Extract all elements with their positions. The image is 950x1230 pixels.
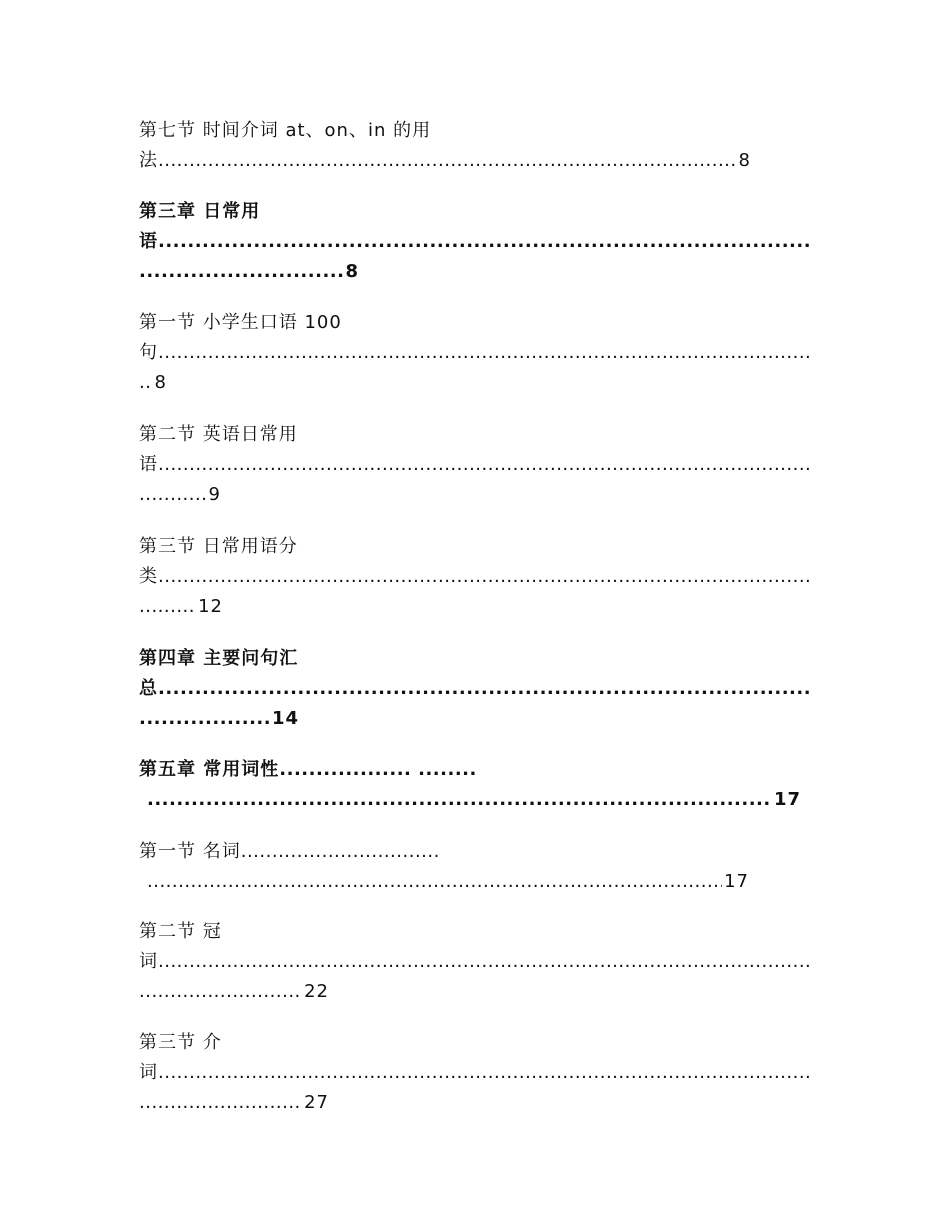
toc-entry-title: 第一节 小学生口语 100: [139, 312, 342, 333]
toc-leader-dots: [139, 480, 207, 510]
toc-entry-title-line: [139, 755, 810, 785]
toc-entry-continuation: 总: [139, 678, 158, 699]
toc-entry-title: 第一节 名词: [139, 841, 241, 862]
toc-page-number: 17: [724, 871, 749, 892]
toc-entry-title: 第三章 日常用: [139, 201, 261, 222]
toc-entry-title: 第四章 主要问句汇: [139, 648, 299, 669]
toc-page-number: 22: [304, 981, 329, 1002]
toc-page-number: 12: [198, 596, 223, 617]
toc-leader-line: [139, 562, 810, 592]
toc-leader-dots: .................. ........: [279, 759, 477, 780]
toc-entry[interactable]: [139, 532, 810, 622]
toc-leader-line: [139, 146, 751, 176]
toc-entry[interactable]: [139, 755, 810, 815]
toc-leader-line: [139, 867, 749, 897]
toc-entry[interactable]: [139, 644, 810, 734]
toc-entry[interactable]: [139, 197, 810, 287]
toc-leader-line: [139, 947, 810, 977]
toc-leader-line: [139, 1088, 329, 1118]
toc-entry-title: 第二节 英语日常用: [139, 424, 298, 445]
toc-leader-dots: [158, 146, 737, 176]
toc-page-number: 9: [208, 484, 221, 505]
toc-page-number: 17: [773, 789, 801, 810]
toc-leader-line: [139, 450, 810, 480]
toc-leader-line: [139, 480, 221, 510]
toc-leader-line: [139, 674, 810, 704]
toc-page-number: 8: [345, 261, 359, 282]
toc-leader-dots: [139, 592, 196, 622]
toc-leader-line: [139, 257, 359, 287]
toc-leader-dots: [147, 867, 722, 897]
toc-leader-dots: [139, 368, 153, 398]
toc-entry-title: 第二节 冠: [139, 921, 222, 942]
toc-entry-title: 第七节 时间介词 at、on、in 的用: [139, 120, 432, 141]
toc-leader-line: [139, 785, 801, 815]
toc-entry-continuation: 法: [139, 150, 158, 171]
toc-entry[interactable]: [139, 917, 810, 1007]
toc-leader-line: [139, 368, 167, 398]
toc-entry-continuation: 类: [139, 566, 158, 587]
toc-entry-continuation: 语: [139, 231, 158, 252]
toc-entry[interactable]: [139, 1028, 810, 1118]
toc-entry[interactable]: [139, 420, 810, 510]
toc-leader-line: [139, 338, 810, 368]
toc-entry-continuation: 词: [139, 951, 158, 972]
toc-leader-dots: [139, 1088, 302, 1118]
toc-page-number: 8: [738, 150, 751, 171]
toc-leader-line: [139, 227, 810, 257]
toc-entry[interactable]: [139, 837, 810, 897]
toc-page-number: 14: [271, 708, 299, 729]
toc-entry-title-line: [139, 837, 810, 867]
toc-leader-line: [139, 592, 223, 622]
toc-leader-line: [139, 704, 299, 734]
toc-leader-line: [139, 977, 329, 1007]
toc-leader-dots: [139, 257, 343, 287]
toc-leader-dots: ................................: [240, 841, 440, 862]
toc-entry[interactable]: [139, 116, 810, 176]
toc-entry-continuation: 词: [139, 1062, 158, 1083]
toc-entry-continuation: 语: [139, 454, 158, 475]
toc-page-number: 27: [304, 1092, 329, 1113]
toc-leader-dots: [147, 785, 772, 815]
toc-entry-title: 第三节 日常用语分: [139, 536, 298, 557]
toc-entry-title: 第三节 介: [139, 1032, 222, 1053]
toc-entry-continuation: 句: [139, 342, 158, 363]
toc-entry[interactable]: [139, 308, 810, 398]
toc-leader-dots: [139, 704, 270, 734]
toc-entry-title: 第五章 常用词性: [139, 759, 280, 780]
toc-page-number: 8: [154, 372, 167, 393]
toc-leader-dots: [139, 977, 302, 1007]
toc-leader-line: [139, 1058, 810, 1088]
